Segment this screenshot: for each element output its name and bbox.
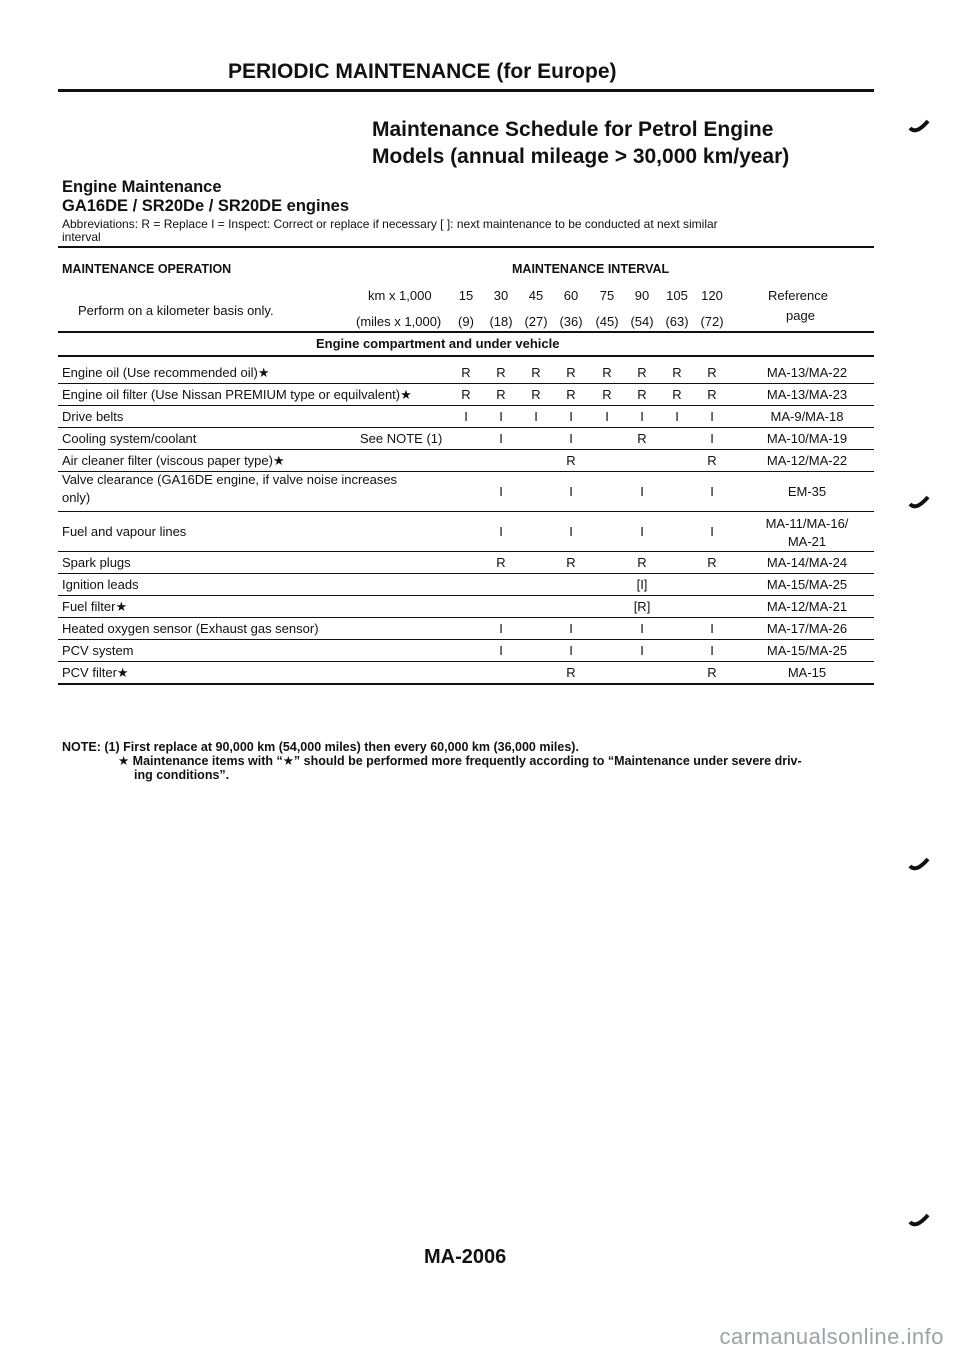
reference-page-line1: MA-15/MA-25 bbox=[766, 577, 848, 592]
binding-tick-icon bbox=[908, 1212, 930, 1230]
section-title: Engine Maintenance bbox=[62, 178, 222, 196]
mile-interval-value: (72) bbox=[700, 314, 724, 329]
reference-page bbox=[752, 430, 862, 448]
reference-page bbox=[752, 664, 862, 682]
interval-cell: R bbox=[531, 365, 541, 380]
mile-interval-value: (45) bbox=[595, 314, 619, 329]
header-rule bbox=[58, 331, 874, 333]
reference-page bbox=[752, 642, 862, 660]
row-label: Cooling system/coolant bbox=[62, 431, 197, 446]
table-row bbox=[62, 406, 874, 428]
interval-cell: I bbox=[640, 409, 644, 424]
table-row bbox=[62, 428, 874, 450]
row-label: Drive belts bbox=[62, 409, 124, 424]
section-heading bbox=[62, 178, 349, 216]
reference-page-line1: MA-9/MA-18 bbox=[770, 409, 844, 424]
interval-cell: I bbox=[499, 431, 503, 446]
interval-cell: R bbox=[672, 387, 682, 402]
reference-page-line1: MA-13/MA-23 bbox=[766, 387, 848, 402]
abbreviations bbox=[62, 218, 718, 244]
reference-page-line1: MA-12/MA-21 bbox=[766, 599, 848, 614]
row-label: Fuel filter★ bbox=[62, 599, 128, 614]
interval-cell: R bbox=[637, 555, 647, 570]
binding-tick-icon bbox=[908, 494, 930, 512]
interval-cell: I bbox=[605, 409, 609, 424]
table-row bbox=[62, 362, 874, 384]
reference-page-line1: MA-17/MA-26 bbox=[766, 621, 848, 636]
row-label: Spark plugs bbox=[62, 555, 131, 570]
group-title: Engine compartment and under vehicle bbox=[316, 336, 560, 351]
reference-page bbox=[752, 598, 862, 616]
reference-page bbox=[752, 576, 862, 594]
basis-note: Perform on a kilometer basis only. bbox=[78, 303, 274, 318]
reference-page bbox=[752, 554, 862, 572]
note-line3: ing conditions”. bbox=[134, 768, 230, 782]
interval-cell: R bbox=[672, 365, 682, 380]
reference-page-line2: MA-21 bbox=[787, 534, 827, 549]
row-note: See NOTE (1) bbox=[360, 431, 443, 446]
table-row bbox=[62, 512, 874, 552]
reference-label-page: page bbox=[786, 308, 815, 323]
schedule-heading bbox=[372, 116, 789, 170]
reference-page bbox=[752, 386, 862, 404]
table-row bbox=[62, 596, 874, 618]
row-label: Engine oil filter (Use Nissan PREMIUM type or equilvalent)★ bbox=[62, 387, 412, 402]
interval-cell: I bbox=[569, 409, 573, 424]
interval-cell: R bbox=[707, 453, 717, 468]
mile-interval-value: (54) bbox=[630, 314, 654, 329]
interval-cell: R bbox=[566, 387, 576, 402]
table-row bbox=[62, 640, 874, 662]
interval-cell: I bbox=[569, 431, 573, 446]
interval-cell: R bbox=[566, 555, 576, 570]
page-title: PERIODIC MAINTENANCE (for Europe) bbox=[228, 60, 617, 83]
interval-cell: I bbox=[710, 484, 714, 499]
interval-cell: I bbox=[640, 621, 644, 636]
table-row bbox=[62, 552, 874, 574]
reference-page-line1: MA-13/MA-22 bbox=[766, 365, 848, 380]
km-interval-value: 105 bbox=[666, 288, 688, 303]
km-interval-value: 75 bbox=[599, 288, 615, 303]
interval-cell: R bbox=[637, 387, 647, 402]
interval-cell: I bbox=[499, 643, 503, 658]
interval-cell: I bbox=[640, 484, 644, 499]
reference-page-line1: MA-10/MA-19 bbox=[766, 431, 848, 446]
mile-interval-value: (63) bbox=[665, 314, 689, 329]
km-interval-value: 45 bbox=[528, 288, 544, 303]
note-line2: ★ Maintenance items with “★” should be performed more frequently according to “Maintenance under severe driv- bbox=[118, 754, 802, 768]
interval-cell: I bbox=[499, 484, 503, 499]
interval-cell: I bbox=[464, 409, 468, 424]
interval-cell: I bbox=[710, 643, 714, 658]
page-number: MA-2006 bbox=[424, 1246, 507, 1268]
interval-cell: I bbox=[710, 621, 714, 636]
interval-cell: [R] bbox=[633, 599, 651, 614]
km-interval-value: 30 bbox=[493, 288, 509, 303]
table-row bbox=[62, 662, 874, 684]
note-line1: NOTE: (1) First replace at 90,000 km (54,000 miles) then every 60,000 km (36,000 miles). bbox=[62, 740, 579, 754]
interval-cell: I bbox=[640, 524, 644, 539]
interval-cell: R bbox=[602, 365, 612, 380]
interval-cell: R bbox=[566, 665, 576, 680]
section-subtitle: GA16DE / SR20De / SR20DE engines bbox=[62, 197, 350, 215]
watermark-text: carmanualsonline.info bbox=[719, 1324, 944, 1349]
interval-cell: I bbox=[675, 409, 679, 424]
interval-cell: I bbox=[640, 643, 644, 658]
mile-interval-value: (9) bbox=[458, 314, 474, 329]
notes bbox=[62, 740, 802, 782]
row-label: Engine oil (Use recommended oil)★ bbox=[62, 365, 270, 380]
interval-cell: R bbox=[602, 387, 612, 402]
interval-cell: R bbox=[461, 387, 471, 402]
abbreviations-line1: Abbreviations: R = Replace I = Inspect: Correct or replace if necessary [ ]: next maintenance to be conducted at next similar bbox=[62, 217, 718, 231]
interval-cell: R bbox=[496, 387, 506, 402]
reference-page bbox=[752, 515, 862, 551]
interval-cell: I bbox=[710, 409, 714, 424]
table-row bbox=[62, 450, 874, 472]
reference-page bbox=[752, 408, 862, 426]
binding-tick-icon bbox=[908, 856, 930, 874]
interval-cell: R bbox=[707, 665, 717, 680]
reference-page-line1: MA-15 bbox=[787, 665, 827, 680]
row-label: PCV system bbox=[62, 643, 134, 658]
interval-cell: R bbox=[496, 365, 506, 380]
km-interval-value: 120 bbox=[701, 288, 723, 303]
km-interval-value: 15 bbox=[458, 288, 474, 303]
interval-cell: I bbox=[569, 621, 573, 636]
row-label: Ignition leads bbox=[62, 577, 139, 592]
interval-cell: I bbox=[499, 621, 503, 636]
row-label: Heated oxygen sensor (Exhaust gas sensor) bbox=[62, 621, 319, 636]
title-rule bbox=[58, 89, 874, 92]
reference-page bbox=[752, 620, 862, 638]
km-label: km x 1,000 bbox=[368, 288, 432, 303]
table-row bbox=[62, 618, 874, 640]
interval-cell: R bbox=[566, 365, 576, 380]
row-label: Fuel and vapour lines bbox=[62, 524, 187, 539]
abbrev-rule bbox=[58, 246, 874, 248]
mile-interval-value: (36) bbox=[559, 314, 583, 329]
reference-page bbox=[752, 364, 862, 382]
reference-page-line1: MA-15/MA-25 bbox=[766, 643, 848, 658]
miles-label: (miles x 1,000) bbox=[356, 314, 442, 329]
km-interval-value: 60 bbox=[563, 288, 579, 303]
col-header-operation: MAINTENANCE OPERATION bbox=[62, 262, 232, 276]
table-row bbox=[62, 384, 874, 406]
interval-cell: R bbox=[461, 365, 471, 380]
interval-cell: I bbox=[710, 431, 714, 446]
interval-cell: R bbox=[707, 555, 717, 570]
reference-label: Reference bbox=[768, 288, 828, 303]
table-row bbox=[62, 574, 874, 596]
mile-interval-value: (27) bbox=[524, 314, 548, 329]
row-label-continued: only) bbox=[62, 490, 91, 505]
interval-cell: [I] bbox=[636, 577, 648, 592]
interval-cell: I bbox=[710, 524, 714, 539]
interval-cell: I bbox=[499, 409, 503, 424]
abbreviations-line2: interval bbox=[62, 230, 101, 244]
reference-page-line1: MA-12/MA-22 bbox=[766, 453, 848, 468]
interval-cell: R bbox=[531, 387, 541, 402]
reference-page bbox=[752, 483, 862, 501]
row-label: Air cleaner filter (viscous paper type)★ bbox=[62, 453, 285, 468]
binding-tick-icon bbox=[908, 118, 930, 136]
interval-cell: R bbox=[707, 387, 717, 402]
reference-page-line1: MA-11/MA-16/ bbox=[765, 516, 849, 531]
interval-cell: I bbox=[569, 524, 573, 539]
group-rule bbox=[58, 355, 874, 357]
interval-cell: R bbox=[637, 365, 647, 380]
reference-page-line1: EM-35 bbox=[787, 484, 827, 499]
interval-cell: R bbox=[566, 453, 576, 468]
interval-cell: I bbox=[499, 524, 503, 539]
row-label: Valve clearance (GA16DE engine, if valve noise increases bbox=[62, 472, 398, 487]
schedule-heading-line1: Maintenance Schedule for Petrol Engine bbox=[372, 118, 774, 141]
col-header-interval: MAINTENANCE INTERVAL bbox=[512, 262, 670, 276]
interval-cell: R bbox=[496, 555, 506, 570]
reference-page bbox=[752, 452, 862, 470]
row-rule bbox=[58, 683, 874, 685]
km-interval-value: 90 bbox=[634, 288, 650, 303]
row-label: PCV filter★ bbox=[62, 665, 129, 680]
interval-cell: I bbox=[534, 409, 538, 424]
interval-cell: R bbox=[707, 365, 717, 380]
table-row bbox=[62, 472, 874, 512]
schedule-heading-line2: Models (annual mileage > 30,000 km/year) bbox=[372, 145, 790, 168]
reference-page-line1: MA-14/MA-24 bbox=[766, 555, 848, 570]
interval-cell: I bbox=[569, 643, 573, 658]
mile-interval-value: (18) bbox=[489, 314, 513, 329]
interval-cell: I bbox=[569, 484, 573, 499]
interval-cell: R bbox=[637, 431, 647, 446]
